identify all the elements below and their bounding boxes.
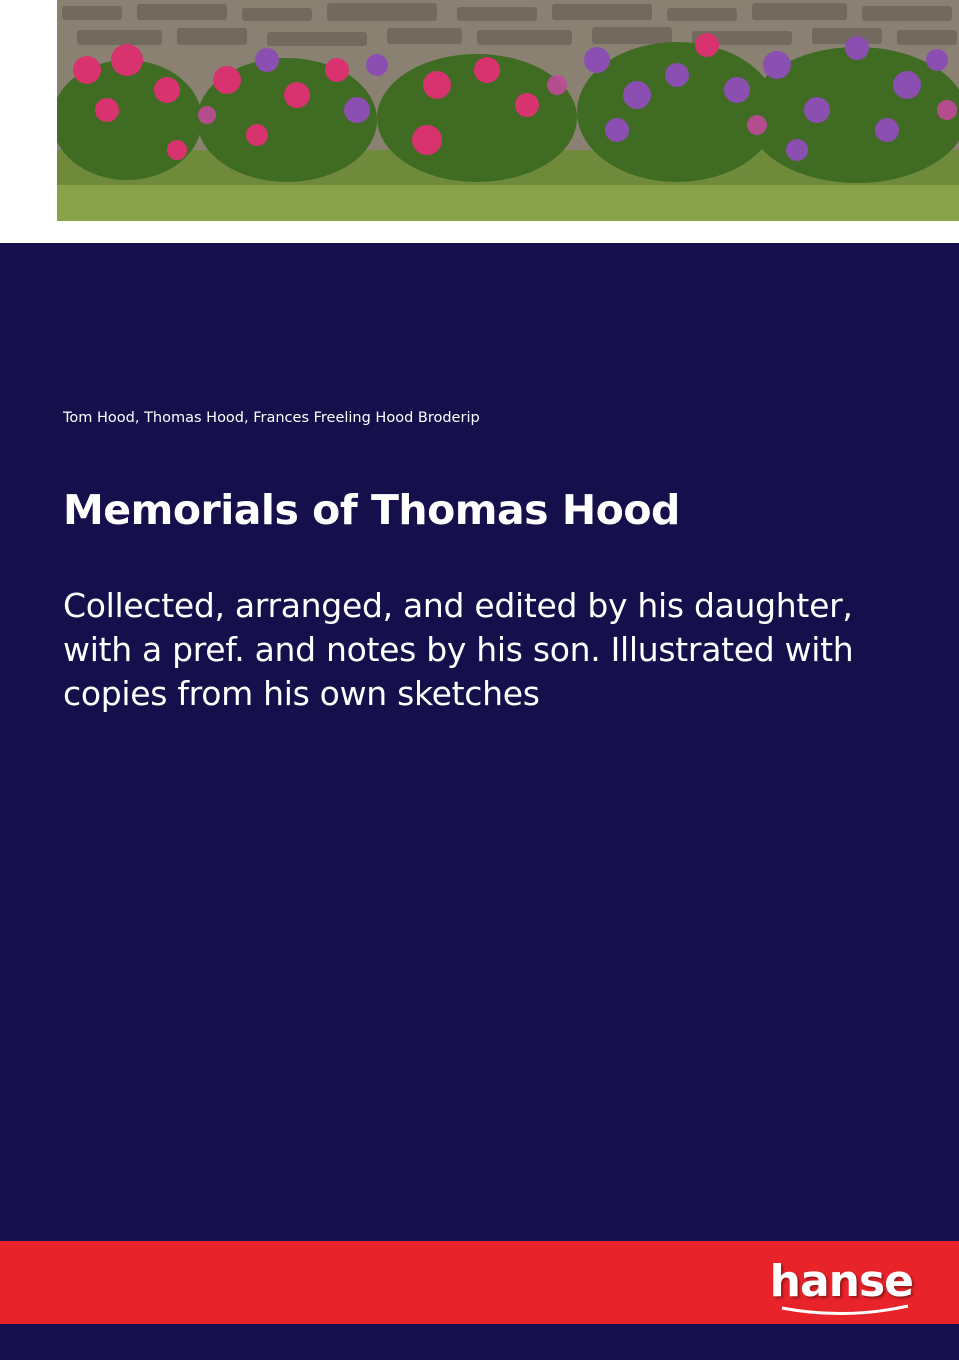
cover-panel (0, 243, 959, 1241)
cover-photo (57, 0, 959, 221)
hydrangea-wall-illustration (57, 0, 959, 221)
book-subtitle: Collected, arranged, and edited by his daughter, with a pref. and notes by his son. Illustrated with copies from his own sketches (63, 586, 854, 713)
authors-line: Tom Hood, Thomas Hood, Frances Freeling Hood Broderip (63, 410, 480, 426)
publisher-logo: hanse (769, 1256, 913, 1307)
logo-swoosh-icon (780, 1300, 910, 1318)
bottom-band (0, 1324, 959, 1360)
book-title: Memorials of Thomas Hood (63, 486, 680, 534)
